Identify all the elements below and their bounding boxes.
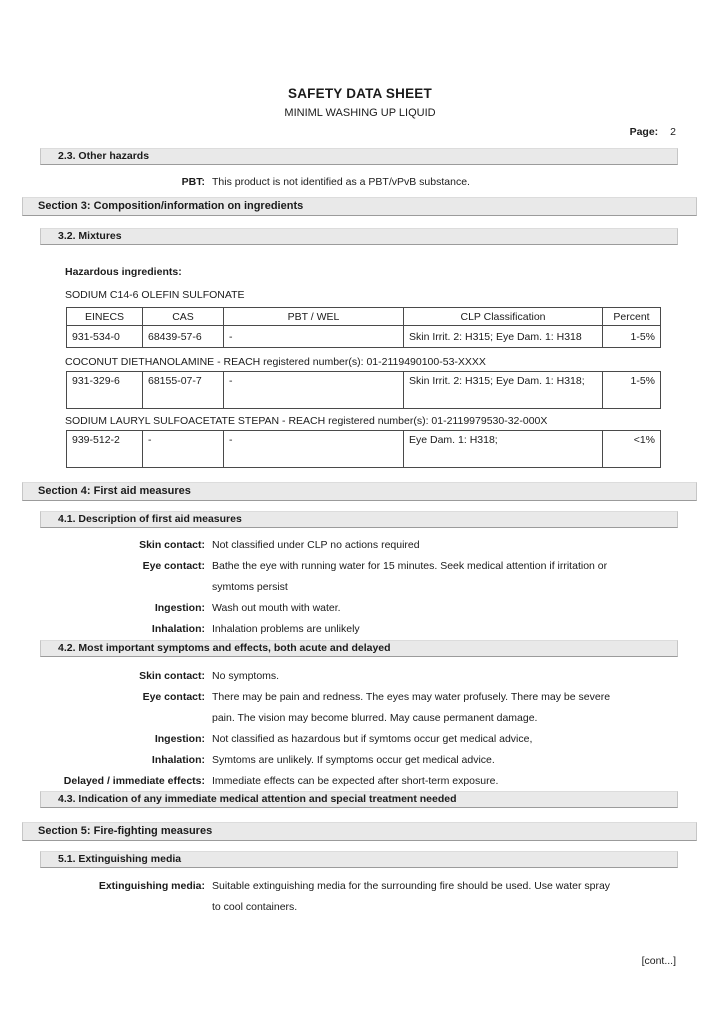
ingredient-name: SODIUM LAURYL SULFOACETATE STEPAN - REACH registered number(s): 01-2119979530-32-000X	[65, 415, 548, 427]
section-header-4: Section 4: First aid measures	[22, 482, 697, 501]
clp-value: Eye Dam. 1: H318;	[404, 431, 603, 468]
pbt-row	[0, 172, 720, 193]
col-header-einecs: EINECS	[67, 308, 143, 326]
col-header-clp: CLP Classification	[404, 308, 603, 326]
skin-contact-row: Skin contact: No symptoms.	[139, 670, 280, 682]
table-row	[67, 326, 661, 348]
clp-value: Skin Irrit. 2: H315; Eye Dam. 1: H318	[404, 326, 603, 348]
einecs-value: 931-329-6	[67, 372, 143, 409]
ingredient-name: SODIUM C14-6 OLEFIN SULFONATE	[65, 289, 245, 301]
subsection-header-4-3: 4.3. Indication of any immediate medical attention and special treatment needed	[40, 791, 678, 808]
subsection-header-4-1: 4.1. Description of first aid measures	[40, 511, 678, 528]
inhalation-row: Inhalation: Inhalation problems are unlikely	[151, 623, 360, 635]
page-indicator	[630, 126, 676, 138]
table-row	[67, 372, 661, 409]
product-name: MINIML WASHING UP LIQUID	[284, 107, 436, 119]
eye-contact-row: Eye contact: There may be pain and redness. The eyes may water profusely. There may be severe pain. The vision may become blurred. May cause permanent damage.	[142, 691, 611, 724]
hazardous-ingredients-heading: Hazardous ingredients:	[65, 266, 182, 278]
pbt-label: PBT:	[181, 176, 205, 188]
cas-value: 68155-07-7	[143, 372, 224, 409]
document-title: SAFETY DATA SHEET	[288, 86, 432, 101]
percent-value: <1%	[603, 431, 661, 468]
ingredient-table-3	[66, 430, 661, 468]
section-header-5: Section 5: Fire-fighting measures	[22, 822, 697, 841]
ingestion-row: Ingestion: Not classified as hazardous but if symtoms occur get medical advice,	[154, 733, 533, 745]
skin-contact-row: Skin contact: Not classified under CLP no actions required	[139, 539, 420, 551]
symptoms-effects-block	[0, 666, 720, 792]
col-header-pbt-wel: PBT / WEL	[224, 308, 404, 326]
subsection-header-4-2: 4.2. Most important symptoms and effects, both acute and delayed	[40, 640, 678, 657]
continuation-marker: [cont...]	[641, 955, 676, 967]
pbt-block	[0, 172, 720, 193]
ingredient-table-2	[66, 371, 661, 409]
cas-value: 68439-57-6	[143, 326, 224, 348]
subsection-header-3-2: 3.2. Mixtures	[40, 228, 678, 245]
percent-value: 1-5%	[603, 372, 661, 409]
ingredient-name: COCONUT DIETHANOLAMINE - REACH registered number(s): 01-2119490100-53-XXXX	[65, 356, 486, 368]
subsection-header-2-3: 2.3. Other hazards	[40, 148, 678, 165]
pbt-value: This product is not identified as a PBT/vPvB substance.	[212, 176, 470, 188]
pbt-wel-value: -	[224, 326, 404, 348]
first-aid-measures-block	[0, 535, 720, 640]
pbt-wel-value: -	[224, 372, 404, 409]
clp-value: Skin Irrit. 2: H315; Eye Dam. 1: H318;	[404, 372, 603, 409]
subsection-header-5-1: 5.1. Extinguishing media	[40, 851, 678, 868]
delayed-immediate-effects-row: Delayed / immediate effects: Immediate effects can be expected after short-term exposure.	[63, 775, 499, 787]
extinguishing-media-row: Extinguishing media: Suitable extinguishing media for the surrounding fire should be used. Use water spray to cool containers.	[98, 880, 611, 913]
section-header-3: Section 3: Composition/information on ingredients	[22, 197, 697, 216]
ingredient-table-header-row	[67, 308, 661, 326]
ingestion-row: Ingestion: Wash out mouth with water.	[154, 602, 341, 614]
col-header-percent: Percent	[603, 308, 661, 326]
table-row	[67, 431, 661, 468]
page-number: 2	[670, 126, 676, 138]
page-label: Page:	[629, 126, 659, 138]
einecs-value: 939-512-2	[67, 431, 143, 468]
inhalation-row: Inhalation: Symtoms are unlikely. If symptoms occur get medical advice.	[151, 754, 495, 766]
extinguishing-media-block	[0, 876, 720, 918]
col-header-cas: CAS	[143, 308, 224, 326]
percent-value: 1-5%	[603, 326, 661, 348]
eye-contact-row: Eye contact: Bathe the eye with running water for 15 minutes. Seek medical attention if irritation or symtoms persist	[142, 560, 608, 593]
pbt-wel-value: -	[224, 431, 404, 468]
cas-value: -	[143, 431, 224, 468]
einecs-value: 931-534-0	[67, 326, 143, 348]
ingredient-table-1	[66, 307, 661, 348]
